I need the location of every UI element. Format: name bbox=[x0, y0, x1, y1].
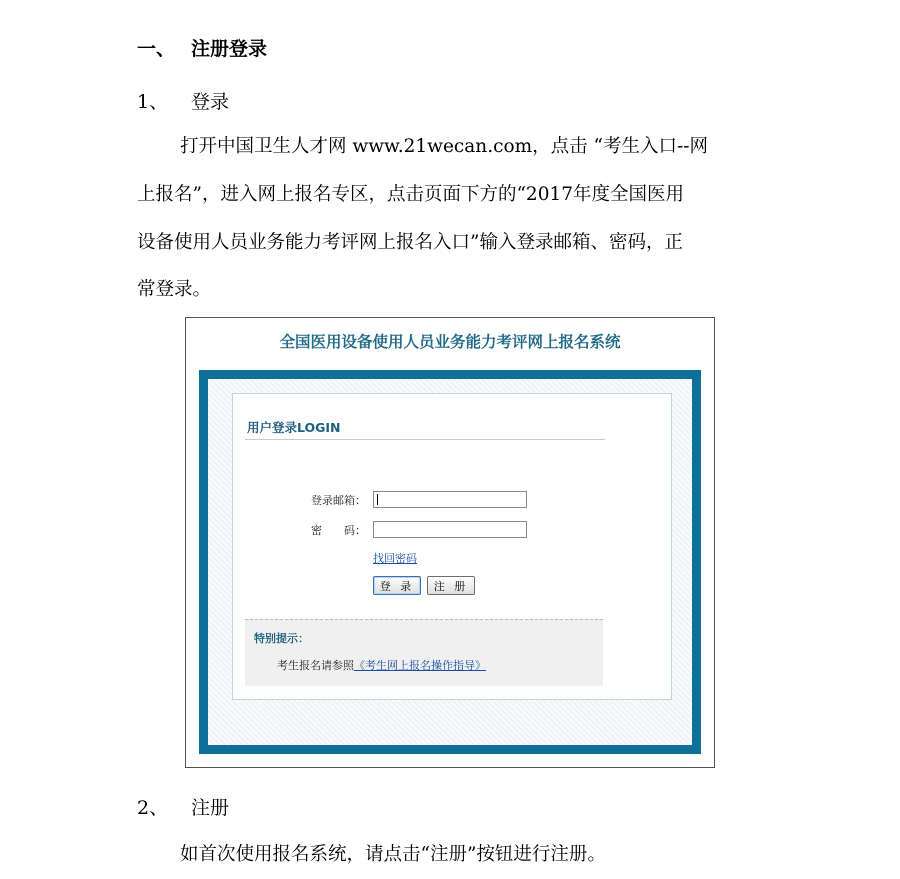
subsection-heading-login bbox=[137, 87, 229, 114]
subsection-title: 注册 bbox=[191, 797, 230, 819]
section-heading bbox=[137, 34, 267, 61]
subsection-number: 1、 bbox=[137, 91, 169, 113]
system-title: 全国医用设备使用人员业务能力考评网上报名系统 bbox=[279, 333, 621, 351]
notice-title: 特别提示： bbox=[254, 632, 309, 645]
password-field[interactable] bbox=[373, 521, 527, 538]
subsection-number: 2、 bbox=[137, 797, 169, 819]
register-button[interactable]: 注 册 bbox=[427, 576, 475, 595]
forgot-password-link[interactable]: 找回密码 bbox=[373, 552, 417, 565]
subsection-heading-register bbox=[137, 793, 229, 820]
login-frame bbox=[199, 370, 701, 754]
divider bbox=[245, 439, 605, 440]
email-label: 登录邮箱： bbox=[311, 494, 366, 507]
paragraph-line: 如首次使用报名系统，请点击“注册”按钮进行注册。 bbox=[180, 844, 606, 865]
subsection-title: 登录 bbox=[191, 91, 230, 113]
login-panel bbox=[232, 393, 672, 700]
paragraph-line: 设备使用人员业务能力考评网上报名入口”输入登录邮箱、密码，正 bbox=[137, 232, 683, 253]
section-title: 注册登录 bbox=[191, 38, 268, 60]
notice-box bbox=[245, 619, 603, 686]
paragraph-line: 打开中国卫生人才网 www.21wecan.com，点击 “考生入口--网 bbox=[180, 136, 708, 157]
login-title: 用户登录LOGIN bbox=[247, 420, 341, 435]
section-number: 一、 bbox=[137, 38, 176, 60]
email-field[interactable] bbox=[373, 491, 527, 508]
login-screenshot bbox=[185, 317, 715, 768]
paragraph-line: 常登录。 bbox=[137, 279, 212, 300]
paragraph-line: 上报名”，进入网上报名专区，点击页面下方的“2017年度全国医用 bbox=[137, 184, 684, 205]
password-label: 密 码： bbox=[311, 524, 366, 537]
text-cursor bbox=[377, 494, 378, 505]
guide-link[interactable]: 《考生网上报名操作指导》 bbox=[354, 659, 486, 672]
notice-text bbox=[277, 657, 486, 673]
login-button[interactable]: 登 录 bbox=[373, 576, 421, 595]
notice-text-label: 考生报名请参照 bbox=[277, 659, 354, 672]
